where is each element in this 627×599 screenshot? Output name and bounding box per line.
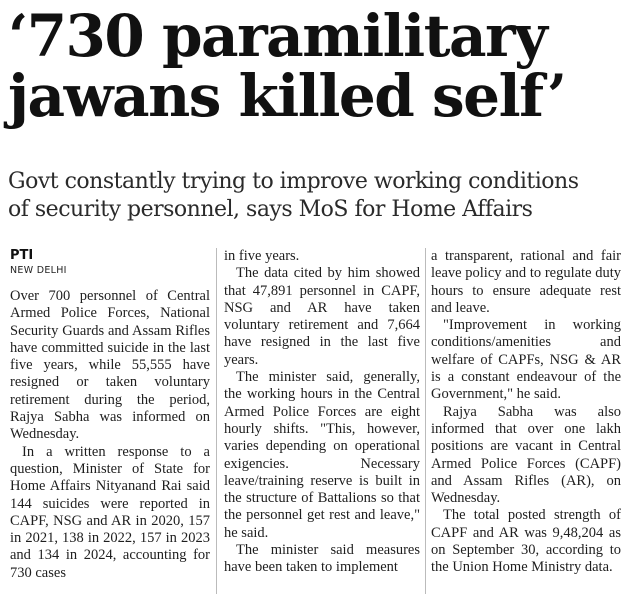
headline-line-2: jawans killed self’ — [8, 62, 566, 130]
paragraph: "Improvement in working conditions/amenities and welfare of CAPFs, NSG & AR is a constant endeavour of the Government," he said. — [431, 317, 621, 403]
article-column-2 — [224, 248, 420, 577]
paragraph: The data cited by him showed that 47,891 personnel in CAPF, NSG and AR have taken voluntary retirement and 7,664 have resigned in the last five years. — [224, 265, 420, 368]
subheadline-line-1: Govt constantly trying to improve working conditions — [8, 169, 579, 194]
paragraph: In a written response to a question, Minister of State for Home Affairs Nityanand Rai said 144 suicides were reported in CAPF, NSG and AR in 2020, 157 in 2021, 138 in 2022, 157 in 2023 and 134 in 2024, accounting for 730 cases — [10, 443, 210, 581]
dateline: NEW DELHI — [10, 265, 67, 276]
paragraph: The minister said measures have been taken to implement — [224, 542, 420, 576]
paragraph: The minister said, generally, the working hours in the Central Armed Police Forces are eight hourly shifts. "This, however, varies depending on operational exigencies. Necessary leave/training reserve is built in the structure of Battalions so that the personnel get rest and leave," he said. — [224, 369, 420, 541]
article-column-1 — [10, 248, 210, 582]
column-divider — [425, 248, 426, 594]
subheadline — [8, 168, 623, 224]
paragraph: in five years. — [224, 248, 300, 264]
headline — [8, 2, 623, 130]
column-divider — [216, 248, 217, 594]
headline-line-1: ‘730 paramilitary — [8, 2, 547, 70]
byline: PTI — [10, 248, 34, 263]
article-column-3 — [431, 248, 621, 577]
paragraph: Rajya Sabha was also informed that over one lakh positions are vacant in Central Armed Police Forces (CAPF) and Assam Rifles (AR), on Wednesday. — [431, 403, 621, 507]
paragraph: The total posted strength of CAPF and AR was 9,48,204 as on September 30, according to the Union Home Ministry data. — [431, 507, 621, 576]
subheadline-line-2: of security personnel, says MoS for Home Affairs — [8, 197, 533, 222]
paragraph: Over 700 personnel of Central Armed Police Forces, National Security Guards and Assam Rifles have committed suicide in the last five years, while 55,555 have resigned or taken voluntary retirement during the period, Rajya Sabha was informed on Wednesday. — [10, 288, 210, 443]
paragraph: a transparent, rational and fair leave policy and to regulate duty hours to ensure adequate rest and leave. — [431, 248, 621, 316]
